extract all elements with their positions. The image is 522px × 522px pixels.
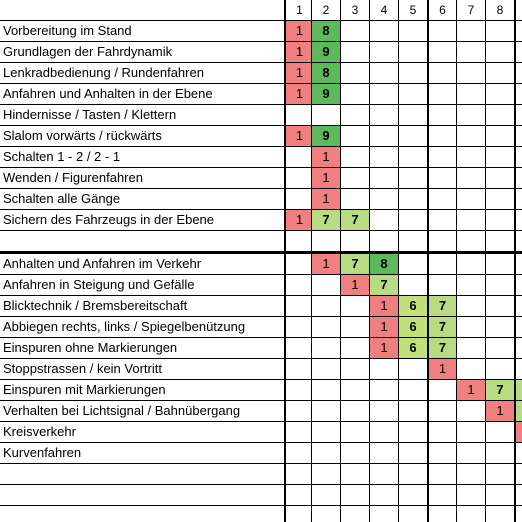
empty-cell — [514, 338, 522, 359]
empty-cell — [485, 105, 514, 126]
empty-cell — [427, 168, 456, 189]
empty-cell — [340, 443, 369, 464]
empty-cell — [369, 443, 398, 464]
empty-cell — [311, 338, 340, 359]
column-header-4: 4 — [369, 0, 398, 21]
row-label: Sichern des Fahrzeugs in der Ebene — [0, 210, 285, 231]
row-label — [0, 464, 285, 485]
column-header-5: 5 — [398, 0, 427, 21]
empty-cell — [456, 231, 485, 252]
row-label: Blicktechnik / Bremsbereitschaft — [0, 296, 285, 317]
empty-cell — [284, 275, 313, 296]
empty-cell — [284, 147, 313, 168]
row-label: Wenden / Figurenfahren — [0, 168, 285, 189]
column-header-7: 7 — [456, 0, 485, 21]
empty-cell — [514, 506, 522, 522]
empty-cell — [427, 42, 456, 63]
empty-cell — [456, 105, 485, 126]
empty-cell — [514, 443, 522, 464]
empty-cell — [284, 422, 313, 443]
row-label — [0, 485, 285, 506]
progress-cell: 7 — [485, 380, 514, 401]
progress-cell — [514, 422, 522, 443]
empty-cell — [340, 359, 369, 380]
empty-cell — [284, 231, 313, 252]
table-row — [0, 506, 522, 522]
progress-cell: 1 — [311, 254, 340, 275]
empty-cell — [427, 380, 456, 401]
empty-cell — [427, 63, 456, 84]
empty-cell — [311, 422, 340, 443]
empty-cell — [340, 21, 369, 42]
empty-cell — [485, 464, 514, 485]
row-label: Grundlagen der Fahrdynamik — [0, 42, 285, 63]
row-label: Lenkradbedienung / Rundenfahren — [0, 63, 285, 84]
progress-cell: 1 — [284, 21, 313, 42]
empty-cell — [311, 506, 340, 522]
empty-cell — [427, 506, 456, 522]
empty-cell — [456, 254, 485, 275]
table-row — [0, 296, 522, 317]
empty-cell — [427, 147, 456, 168]
progress-cell: 8 — [311, 21, 340, 42]
empty-cell — [369, 506, 398, 522]
empty-cell — [456, 464, 485, 485]
empty-cell — [456, 401, 485, 422]
row-label — [0, 506, 285, 522]
progress-cell: 8 — [369, 254, 398, 275]
progress-cell: 1 — [284, 210, 313, 231]
empty-cell — [427, 254, 456, 275]
empty-cell — [485, 506, 514, 522]
table-row — [0, 275, 522, 296]
empty-cell — [427, 126, 456, 147]
empty-cell — [284, 317, 313, 338]
table-row — [0, 422, 522, 443]
empty-cell — [369, 84, 398, 105]
empty-cell — [485, 422, 514, 443]
empty-cell — [369, 422, 398, 443]
table-row — [0, 401, 522, 422]
row-label: Kurvenfahren — [0, 443, 285, 464]
empty-cell — [456, 168, 485, 189]
empty-cell — [456, 506, 485, 522]
empty-cell — [456, 338, 485, 359]
table-row — [0, 443, 522, 464]
empty-cell — [427, 189, 456, 210]
empty-cell — [398, 401, 427, 422]
progress-cell: 7 — [369, 275, 398, 296]
empty-cell — [485, 254, 514, 275]
progress-cell: 7 — [340, 254, 369, 275]
row-label: Vorbereitung im Stand — [0, 21, 285, 42]
empty-cell — [369, 21, 398, 42]
header-row — [0, 0, 522, 21]
empty-cell — [340, 380, 369, 401]
empty-cell — [514, 275, 522, 296]
empty-cell — [427, 105, 456, 126]
empty-cell — [340, 189, 369, 210]
progress-cell: 7 — [340, 210, 369, 231]
empty-cell — [398, 210, 427, 231]
empty-cell — [398, 84, 427, 105]
empty-cell — [485, 210, 514, 231]
table-row — [0, 254, 522, 275]
header-label-blank — [0, 0, 285, 21]
empty-cell — [340, 296, 369, 317]
empty-cell — [369, 126, 398, 147]
row-label: Schalten 1 - 2 / 2 - 1 — [0, 147, 285, 168]
empty-cell — [514, 359, 522, 380]
progress-cell: 1 — [311, 147, 340, 168]
column-header-1: 1 — [284, 0, 313, 21]
empty-cell — [340, 485, 369, 506]
progress-cell: 6 — [398, 317, 427, 338]
empty-cell — [456, 485, 485, 506]
empty-cell — [311, 231, 340, 252]
progress-cell: 6 — [398, 338, 427, 359]
row-label: Anhalten und Anfahren im Verkehr — [0, 254, 285, 275]
empty-cell — [398, 485, 427, 506]
progress-cell: 1 — [369, 317, 398, 338]
empty-cell — [369, 485, 398, 506]
empty-cell — [485, 63, 514, 84]
empty-cell — [284, 254, 313, 275]
empty-cell — [427, 84, 456, 105]
progress-cell: 9 — [311, 84, 340, 105]
empty-cell — [340, 231, 369, 252]
row-label: Abbiegen rechts, links / Spiegelbenützung — [0, 317, 285, 338]
empty-cell — [427, 464, 456, 485]
empty-cell — [311, 380, 340, 401]
empty-cell — [340, 401, 369, 422]
empty-cell — [311, 464, 340, 485]
empty-cell — [514, 317, 522, 338]
progress-cell: 7 — [427, 317, 456, 338]
table-row — [0, 380, 522, 401]
progress-cell: 1 — [456, 380, 485, 401]
empty-cell — [340, 63, 369, 84]
empty-cell — [456, 210, 485, 231]
empty-cell — [369, 168, 398, 189]
empty-cell — [514, 84, 522, 105]
table-row — [0, 359, 522, 380]
row-label — [0, 231, 285, 252]
row-label: Verhalten bei Lichtsignal / Bahnübergang — [0, 401, 285, 422]
empty-cell — [284, 189, 313, 210]
empty-cell — [427, 443, 456, 464]
empty-cell — [369, 147, 398, 168]
empty-cell — [340, 105, 369, 126]
empty-cell — [427, 231, 456, 252]
empty-cell — [398, 168, 427, 189]
progress-cell: 1 — [284, 126, 313, 147]
table-row — [0, 21, 522, 42]
table-row — [0, 464, 522, 485]
empty-cell — [485, 485, 514, 506]
empty-cell — [284, 443, 313, 464]
empty-cell — [311, 275, 340, 296]
empty-cell — [284, 296, 313, 317]
empty-cell — [398, 189, 427, 210]
empty-cell — [398, 231, 427, 252]
progress-cell — [514, 380, 522, 401]
empty-cell — [398, 506, 427, 522]
empty-cell — [398, 254, 427, 275]
empty-cell — [514, 485, 522, 506]
table-row — [0, 63, 522, 84]
empty-cell — [456, 359, 485, 380]
table-row — [0, 126, 522, 147]
empty-cell — [514, 63, 522, 84]
table-row — [0, 147, 522, 168]
empty-cell — [398, 275, 427, 296]
empty-cell — [284, 359, 313, 380]
empty-cell — [340, 422, 369, 443]
empty-cell — [485, 84, 514, 105]
empty-cell — [514, 296, 522, 317]
progress-cell: 7 — [311, 210, 340, 231]
empty-cell — [398, 380, 427, 401]
empty-cell — [311, 296, 340, 317]
progress-cell: 7 — [427, 338, 456, 359]
table-row — [0, 189, 522, 210]
empty-cell — [427, 21, 456, 42]
empty-cell — [456, 21, 485, 42]
row-label: Einspuren mit Markierungen — [0, 380, 285, 401]
empty-cell — [485, 317, 514, 338]
empty-cell — [340, 126, 369, 147]
empty-cell — [456, 275, 485, 296]
table-row — [0, 338, 522, 359]
empty-cell — [284, 401, 313, 422]
empty-cell — [485, 21, 514, 42]
progress-cell: 1 — [340, 275, 369, 296]
row-label: Schalten alle Gänge — [0, 189, 285, 210]
empty-cell — [514, 126, 522, 147]
section-divider — [0, 252, 522, 254]
progress-cell: 6 — [398, 296, 427, 317]
empty-cell — [485, 296, 514, 317]
empty-cell — [456, 147, 485, 168]
progress-cell: 7 — [427, 296, 456, 317]
progress-cell: 1 — [284, 42, 313, 63]
empty-cell — [485, 42, 514, 63]
row-label: Einspuren ohne Markierungen — [0, 338, 285, 359]
row-label: Hindernisse / Tasten / Klettern — [0, 105, 285, 126]
empty-cell — [485, 275, 514, 296]
empty-cell — [311, 317, 340, 338]
empty-cell — [514, 189, 522, 210]
empty-cell — [340, 317, 369, 338]
empty-cell — [485, 338, 514, 359]
empty-cell — [514, 105, 522, 126]
empty-cell — [485, 189, 514, 210]
empty-cell — [284, 506, 313, 522]
empty-cell — [456, 84, 485, 105]
column-header-6: 6 — [427, 0, 456, 21]
empty-cell — [456, 317, 485, 338]
empty-cell — [398, 443, 427, 464]
table-row — [0, 168, 522, 189]
empty-cell — [340, 42, 369, 63]
empty-cell — [456, 126, 485, 147]
empty-cell — [340, 338, 369, 359]
empty-cell — [398, 422, 427, 443]
column-header-2: 2 — [311, 0, 340, 21]
empty-cell — [514, 42, 522, 63]
empty-cell — [427, 275, 456, 296]
empty-cell — [514, 21, 522, 42]
progress-cell: 9 — [311, 42, 340, 63]
table-row — [0, 42, 522, 63]
empty-cell — [514, 147, 522, 168]
empty-cell — [369, 464, 398, 485]
empty-cell — [456, 189, 485, 210]
empty-cell — [340, 506, 369, 522]
progress-cell: 9 — [311, 126, 340, 147]
empty-cell — [369, 231, 398, 252]
empty-cell — [284, 168, 313, 189]
empty-cell — [485, 147, 514, 168]
progress-cell: 1 — [284, 84, 313, 105]
empty-cell — [398, 105, 427, 126]
progress-cell — [514, 401, 522, 422]
row-label: Stoppstrassen / kein Vortritt — [0, 359, 285, 380]
empty-cell — [340, 464, 369, 485]
table-row — [0, 485, 522, 506]
empty-cell — [369, 42, 398, 63]
column-header-8: 8 — [485, 0, 514, 21]
table-row — [0, 231, 522, 252]
row-label: Kreisverkehr — [0, 422, 285, 443]
empty-cell — [284, 485, 313, 506]
empty-cell — [369, 63, 398, 84]
empty-cell — [485, 359, 514, 380]
empty-cell — [369, 380, 398, 401]
empty-cell — [427, 422, 456, 443]
row-label: Slalom vorwärts / rückwärts — [0, 126, 285, 147]
table-row — [0, 317, 522, 338]
empty-cell — [514, 210, 522, 231]
empty-cell — [369, 189, 398, 210]
empty-cell — [456, 42, 485, 63]
empty-cell — [456, 63, 485, 84]
empty-cell — [340, 147, 369, 168]
empty-cell — [340, 168, 369, 189]
empty-cell — [398, 126, 427, 147]
empty-cell — [514, 168, 522, 189]
empty-cell — [311, 401, 340, 422]
empty-cell — [284, 105, 313, 126]
empty-cell — [284, 464, 313, 485]
empty-cell — [398, 21, 427, 42]
table-row — [0, 105, 522, 126]
empty-cell — [514, 464, 522, 485]
empty-cell — [369, 401, 398, 422]
empty-cell — [514, 254, 522, 275]
empty-cell — [311, 359, 340, 380]
progress-cell: 8 — [311, 63, 340, 84]
empty-cell — [485, 231, 514, 252]
empty-cell — [398, 147, 427, 168]
column-header-extra — [514, 0, 522, 21]
empty-cell — [427, 210, 456, 231]
empty-cell — [485, 126, 514, 147]
empty-cell — [369, 359, 398, 380]
empty-cell — [369, 210, 398, 231]
empty-cell — [398, 42, 427, 63]
empty-cell — [456, 422, 485, 443]
empty-cell — [340, 84, 369, 105]
empty-cell — [456, 296, 485, 317]
empty-cell — [398, 464, 427, 485]
column-header-3: 3 — [340, 0, 369, 21]
progress-cell: 1 — [284, 63, 313, 84]
empty-cell — [427, 401, 456, 422]
empty-cell — [398, 63, 427, 84]
empty-cell — [514, 231, 522, 252]
row-label: Anfahren in Steigung und Gefälle — [0, 275, 285, 296]
progress-cell: 1 — [369, 338, 398, 359]
progress-cell: 1 — [427, 359, 456, 380]
empty-cell — [369, 105, 398, 126]
empty-cell — [311, 485, 340, 506]
empty-cell — [427, 485, 456, 506]
table-row — [0, 84, 522, 105]
progress-cell: 1 — [311, 168, 340, 189]
table-row — [0, 210, 522, 231]
empty-cell — [485, 443, 514, 464]
empty-cell — [284, 338, 313, 359]
empty-cell — [311, 443, 340, 464]
empty-cell — [284, 380, 313, 401]
empty-cell — [311, 105, 340, 126]
empty-cell — [456, 443, 485, 464]
empty-cell — [485, 168, 514, 189]
progress-cell: 1 — [369, 296, 398, 317]
progress-cell: 1 — [485, 401, 514, 422]
progress-cell: 1 — [311, 189, 340, 210]
row-label: Anfahren und Anhalten in der Ebene — [0, 84, 285, 105]
empty-cell — [398, 359, 427, 380]
